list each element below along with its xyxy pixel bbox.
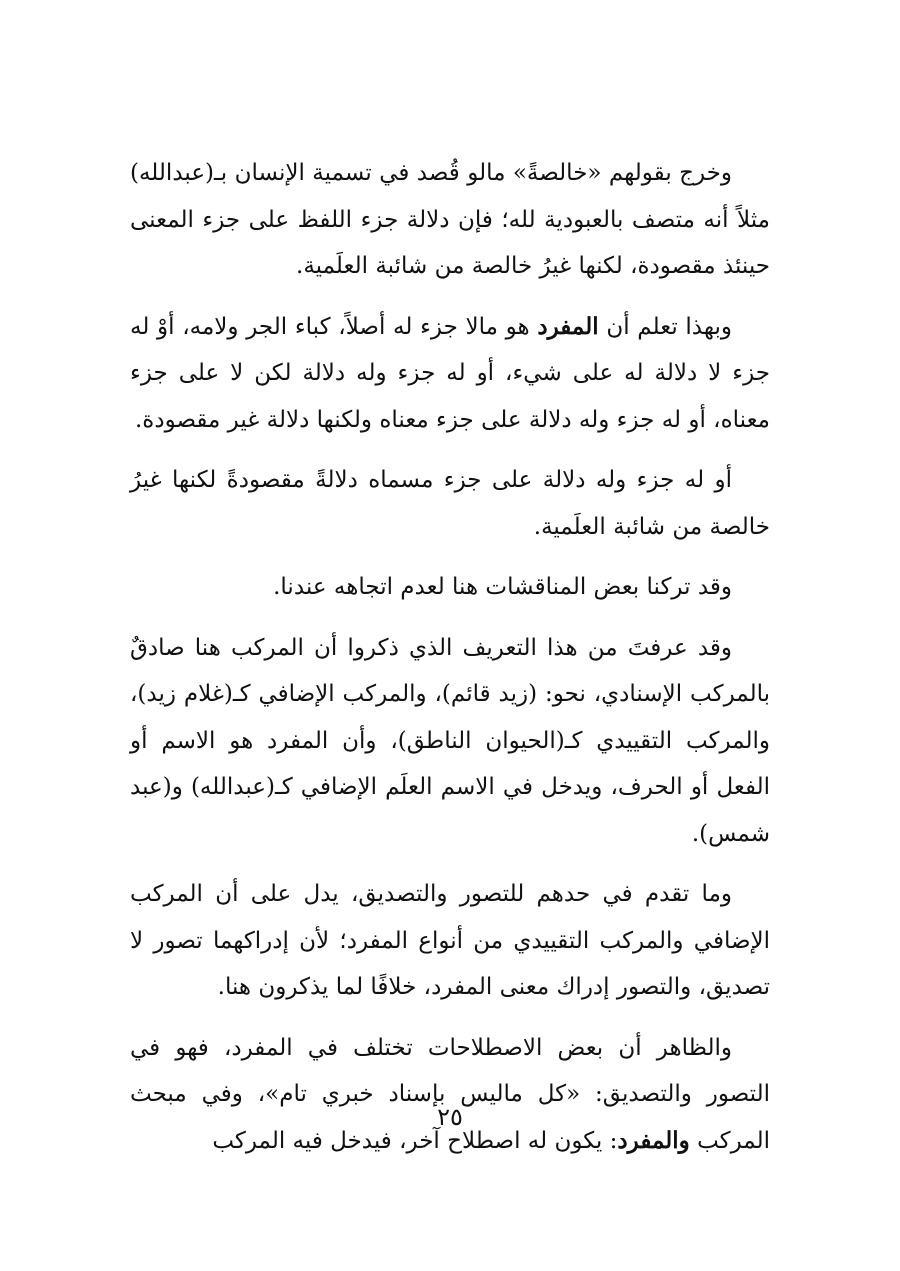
paragraph-7-start: والظاهر أن بعض الاصطلاحات تختلف في المفرد، فهو في التصور والتصديق: «كل ماليس بإسناد خبري تام»، وفي مبحث المركب: [130, 1034, 770, 1154]
body-text: [130, 150, 770, 1164]
paragraph-2: [130, 304, 770, 444]
bold-term-wal-mufrad: والمفرد: [617, 1126, 690, 1154]
paragraph-5: وقد عرفتَ من هذا التعريف الذي ذكروا أن المركب هنا صادقٌ بالمركب الإسنادي، نحو: (زيد قائم)، والمركب الإضافي كـ(غلام زيد)، والمركب التقييدي كـ(الحيوان الناطق)، وأن المفرد هو الاسم أو الفعل أو الحرف، ويدخل في الاسم العلَم الإضافي كـ(عبدالله) و(عبد شمس).: [130, 634, 770, 847]
paragraph-3: أو له جزء وله دلالة على جزء مسماه دلالةً مقصودةً لكنها غيرُ خالصة من شائبة العلَمية.: [130, 467, 770, 540]
paragraph-4: وقد تركنا بعض المناقشات هنا لعدم اتجاهه عندنا.: [273, 574, 732, 600]
page-number: ٢٥: [437, 1103, 463, 1131]
paragraph-6: وما تقدم في حدهم للتصور والتصديق، يدل على أن المركب الإضافي والمركب التقييدي من أنواع المفرد؛ لأن إدراكهما تصور لا تصديق، والتصور إدراك معنى المفرد، خلافًا لما يذكرون هنا.: [130, 881, 770, 1000]
paragraph-1: وخرج بقولهم «خالصةً» مالو قُصد في تسمية الإنسان بـ(عبدالله) مثلاً أنه متصف بالعبودية لله؛ فإن دلالة جزء اللفظ على جزء المعنى حينئذ مقصودة، لكنها غيرُ خالصة من شائبة العلَمية.: [130, 160, 770, 279]
bold-term-mufrad: المفرد: [537, 312, 599, 340]
paragraph-7: [130, 1025, 770, 1165]
paragraph-2-end: هو مالا جزء له أصلاً، كباء الجر ولامه، أوْ له جزء لا دلالة له على شيء، أو له جزء وله دلالة لكن لا على جزء معناه، أو له جزء وله دلالة على جزء معناه ولكنها دلالة غير مقصودة.: [130, 313, 770, 433]
paragraph-7-end: : يكون له اصطلاح آخر، فيدخل فيه المركب: [212, 1127, 618, 1154]
paragraph-2-start: وبهذا تعلم أن: [598, 313, 732, 340]
